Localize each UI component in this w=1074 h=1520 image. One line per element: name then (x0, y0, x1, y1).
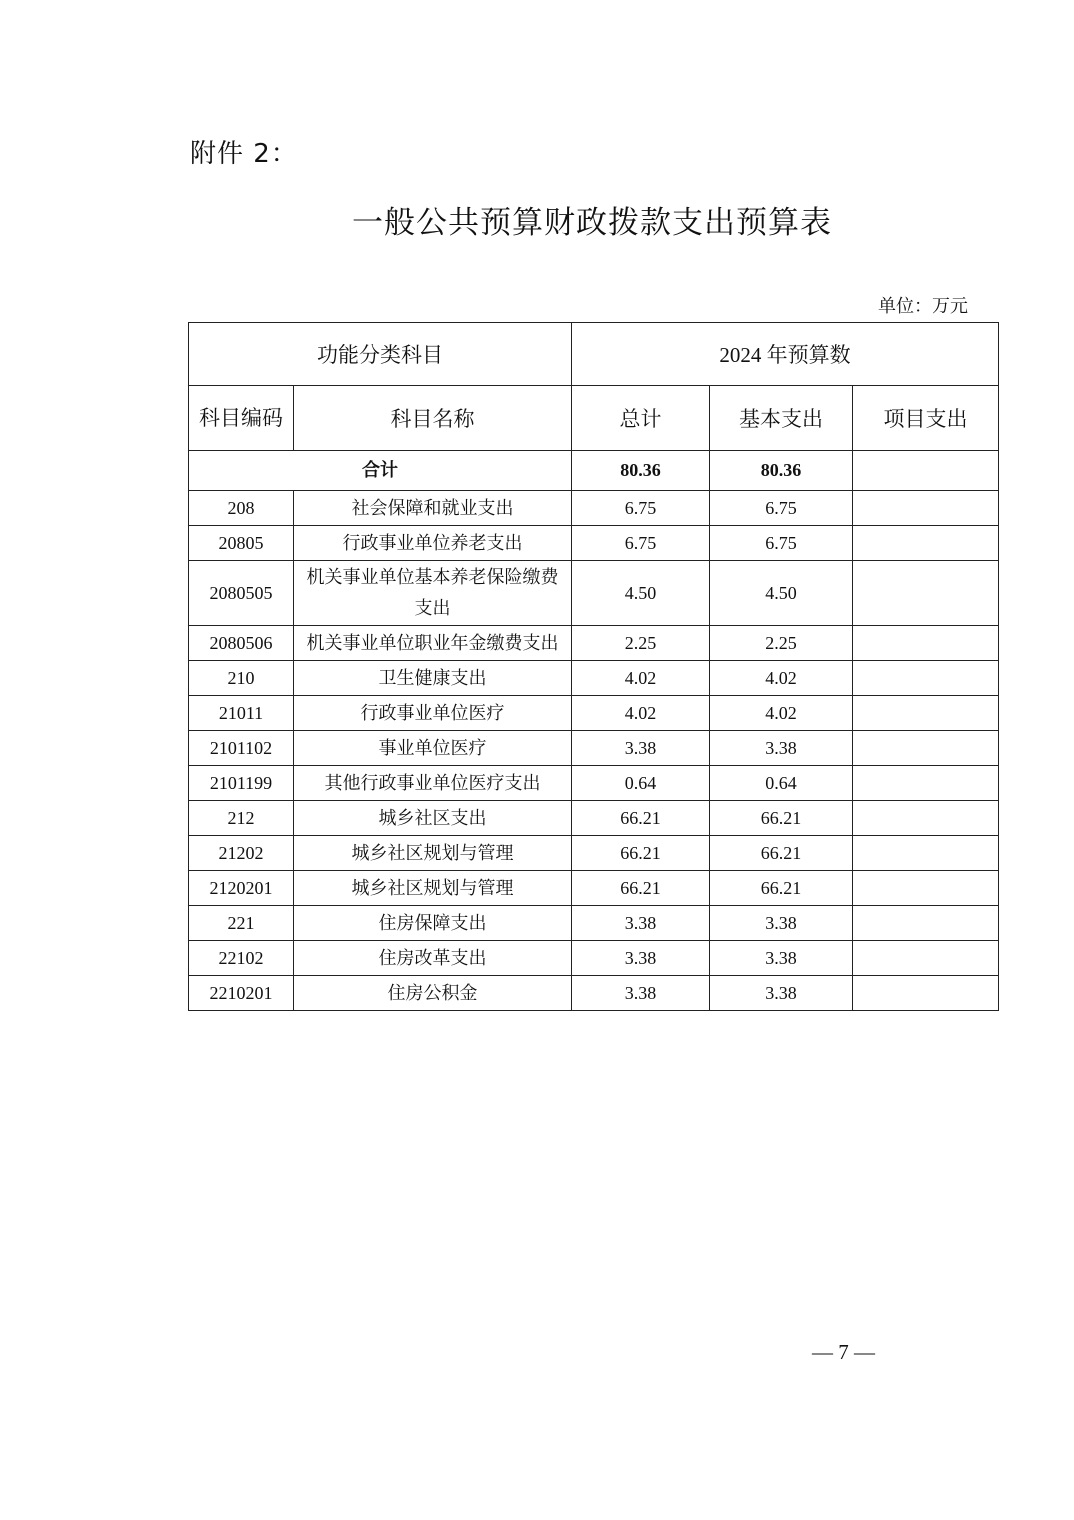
table-row (189, 731, 999, 766)
cell-name: 其他行政事业单位医疗支出 (294, 766, 572, 801)
column-header-total: 总计 (572, 386, 710, 451)
cell-project (853, 976, 999, 1011)
cell-code: 21011 (189, 696, 294, 731)
cell-project (853, 731, 999, 766)
cell-project (853, 766, 999, 801)
unit-label: 单位：万元 (878, 296, 968, 317)
total-basic: 80.36 (710, 451, 853, 491)
cell-project (853, 491, 999, 526)
header-category: 功能分类科目 (189, 323, 572, 386)
table-row (189, 626, 999, 661)
cell-total: 4.50 (572, 561, 710, 626)
cell-basic: 66.21 (710, 801, 853, 836)
cell-project (853, 801, 999, 836)
cell-project (853, 526, 999, 561)
cell-code: 208 (189, 491, 294, 526)
cell-name: 住房公积金 (294, 976, 572, 1011)
cell-total: 3.38 (572, 976, 710, 1011)
table-row (189, 561, 999, 626)
cell-name: 机关事业单位职业年金缴费支出 (294, 626, 572, 661)
table-row (189, 871, 999, 906)
cell-project (853, 696, 999, 731)
table-header-row-1 (189, 323, 999, 386)
cell-code: 2120201 (189, 871, 294, 906)
column-header-basic: 基本支出 (710, 386, 853, 451)
cell-total: 3.38 (572, 941, 710, 976)
cell-code: 210 (189, 661, 294, 696)
page-number: — 7 — (812, 1340, 875, 1364)
cell-total: 66.21 (572, 871, 710, 906)
cell-code: 212 (189, 801, 294, 836)
cell-name: 城乡社区支出 (294, 801, 572, 836)
cell-basic: 3.38 (710, 906, 853, 941)
cell-total: 0.64 (572, 766, 710, 801)
cell-code: 21202 (189, 836, 294, 871)
cell-name: 城乡社区规划与管理 (294, 836, 572, 871)
total-label: 合计 (189, 451, 572, 491)
cell-basic: 66.21 (710, 871, 853, 906)
cell-total: 66.21 (572, 836, 710, 871)
cell-basic: 6.75 (710, 491, 853, 526)
cell-project (853, 836, 999, 871)
cell-basic: 66.21 (710, 836, 853, 871)
cell-code: 2101102 (189, 731, 294, 766)
table-row (189, 491, 999, 526)
cell-code: 221 (189, 906, 294, 941)
cell-total: 3.38 (572, 906, 710, 941)
cell-name: 行政事业单位医疗 (294, 696, 572, 731)
cell-project (853, 906, 999, 941)
total-project (853, 451, 999, 491)
cell-code: 2210201 (189, 976, 294, 1011)
cell-project (853, 626, 999, 661)
cell-code: 2080506 (189, 626, 294, 661)
cell-project (853, 941, 999, 976)
cell-project (853, 561, 999, 626)
header-year-text: 2024 年预算数 (719, 343, 851, 367)
cell-code: 2080505 (189, 561, 294, 626)
cell-basic: 6.75 (710, 526, 853, 561)
cell-basic: 4.50 (710, 561, 853, 626)
header-year (572, 323, 999, 386)
cell-total: 4.02 (572, 696, 710, 731)
table-row (189, 766, 999, 801)
cell-name: 城乡社区规划与管理 (294, 871, 572, 906)
table-row (189, 941, 999, 976)
cell-total: 2.25 (572, 626, 710, 661)
table-row (189, 906, 999, 941)
column-header-code: 科目编码 (189, 386, 294, 451)
cell-basic: 4.02 (710, 661, 853, 696)
table-row (189, 696, 999, 731)
cell-basic: 2.25 (710, 626, 853, 661)
cell-total: 66.21 (572, 801, 710, 836)
cell-name: 社会保障和就业支出 (294, 491, 572, 526)
budget-table (188, 322, 999, 1011)
cell-name: 住房改革支出 (294, 941, 572, 976)
cell-code: 20805 (189, 526, 294, 561)
cell-name: 事业单位医疗 (294, 731, 572, 766)
table-row (189, 661, 999, 696)
total-row (189, 451, 999, 491)
cell-total: 6.75 (572, 491, 710, 526)
cell-code: 22102 (189, 941, 294, 976)
cell-name: 行政事业单位养老支出 (294, 526, 572, 561)
column-header-project: 项目支出 (853, 386, 999, 451)
cell-code: 2101199 (189, 766, 294, 801)
cell-basic: 3.38 (710, 731, 853, 766)
cell-basic: 3.38 (710, 941, 853, 976)
table-header-row-2 (189, 386, 999, 451)
cell-total: 3.38 (572, 731, 710, 766)
cell-total: 6.75 (572, 526, 710, 561)
cell-basic: 0.64 (710, 766, 853, 801)
table-row (189, 976, 999, 1011)
column-header-name: 科目名称 (294, 386, 572, 451)
document-title: 一般公共预算财政拨款支出预算表 (352, 205, 832, 241)
table-row (189, 801, 999, 836)
cell-basic: 4.02 (710, 696, 853, 731)
table-row (189, 836, 999, 871)
cell-project (853, 661, 999, 696)
cell-basic: 3.38 (710, 976, 853, 1011)
cell-name: 机关事业单位基本养老保险缴费支出 (294, 561, 572, 626)
cell-name: 住房保障支出 (294, 906, 572, 941)
table-row (189, 526, 999, 561)
cell-total: 4.02 (572, 661, 710, 696)
total-total: 80.36 (572, 451, 710, 491)
cell-name: 卫生健康支出 (294, 661, 572, 696)
attachment-label: 附件 2： (190, 139, 298, 169)
cell-project (853, 871, 999, 906)
